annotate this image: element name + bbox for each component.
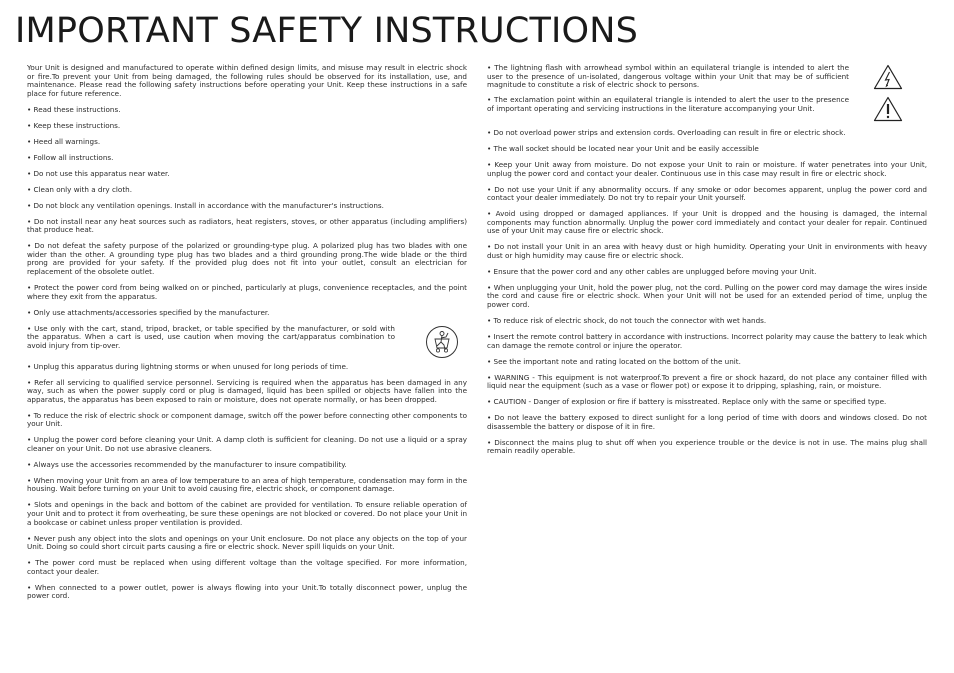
instruction-item: • Insert the remote control battery in accordance with instructions. Incorrect polarity may cause the battery to leak which can damage the remote control or injure the operator. — [487, 332, 927, 350]
instruction-item: • To reduce the risk of electric shock or component damage, switch off the power before connecting other components to your Unit. — [27, 410, 467, 429]
instruction-item: • CAUTION - Danger of explosion or fire if battery is misstreated. Replace only with the same or specified type. — [487, 397, 887, 407]
instruction-item: • Do not defeat the safety purpose of the polarized or grounding-type plug. A polarized plug has two blades with one wider than the other. A grounding type plug has two blades and a third grounding prong.The wide blade or the third prong are provided for your safety. If the provided plug does not fit into your outlet, consult an electrician for replacement of the obsolete outlet. — [27, 241, 467, 277]
instruction-item: • Do not install near any heat sources such as radiators, heat registers, stoves, or other apparatus (including amplifiers) that produce heat. — [27, 216, 467, 235]
instruction-item: • Disconnect the mains plug to shut off when you experience trouble or the device is not in use. The mains plug shall remain readily operable. — [487, 437, 927, 456]
instruction-item: • The wall socket should be located near your Unit and be easily accessible — [487, 143, 759, 153]
cart-tip-over-warning-icon — [425, 325, 467, 359]
cart-instruction — [27, 325, 467, 359]
instruction-item: • Clean only with a dry cloth. — [27, 184, 132, 194]
page-title: IMPORTANT SAFETY INSTRUCTIONS — [15, 11, 639, 51]
instruction-item: • Do not leave the battery exposed to direct sunlight for a long period of time with doors and windows closed. Do not disassemble the battery or dispose of it in fire. — [487, 413, 927, 431]
intro-paragraph: Your Unit is designed and manufactured to operate within defined design limits, and misuse may result in electric shock or fire.To prevent your Unit from being damaged, the following rules should be observed for its installation, use, and maintenance. Please read the following safety instructions before operating your Unit. Keep these instructions in a safe place for future reference. — [27, 63, 467, 98]
instruction-item: • Never push any object into the slots and openings on your Unit enclosure. Do not place any objects on the top of your Unit. Doing so could short circuit parts causing a fire or electric shock. Never spill liquids on your Unit. — [27, 533, 467, 552]
instruction-item: • When connected to a power outlet, power is always flowing into your Unit.To totally disconnect power, unplug the power cord. — [27, 582, 467, 601]
instruction-item: • See the important note and rating located on the bottom of the unit. — [487, 356, 741, 366]
cart-instruction-text: • Use only with the cart, stand, tripod, bracket, or table specified by the manufacturer, or sold with the apparatus. When a cart is used, use caution when moving the cart/apparatus combination to avoid injury from tip-over. — [27, 323, 395, 350]
instruction-item: • Refer all servicing to qualified service personnel. Servicing is required when the apparatus has been damaged in any way, such as when the power supply cord or plug is damaged, liquid has been spilled or objects have fallen into the apparatus, the apparatus has been exposed to rain or moisture, does not operate normally, or has been dropped. — [27, 377, 467, 404]
instruction-item: • When unplugging your Unit, hold the power plug, not the cord. Pulling on the power cord may damage the wires inside the cord and cause fire or electric shock. When your Unit will not be used for an extended period of time, unplug the power cord. — [487, 282, 927, 310]
instruction-item: • Keep these instructions. — [27, 120, 121, 130]
instruction-item: • Do not use your Unit if any abnormality occurs. If any smoke or odor becomes apparent, unplug the power cord and contact your dealer immediately. Do not try to repair your Unit yourself. — [487, 184, 927, 203]
instruction-item: • Read these instructions. — [27, 104, 121, 114]
exclamation-symbol-note — [487, 96, 927, 122]
instruction-item: • Do not use this apparatus near water. — [27, 168, 170, 178]
instruction-item: • Always use the accessories recommended by the manufacturer to insure compatibility. — [27, 459, 347, 469]
instruction-item: • Do not block any ventilation openings. Install in accordance with the manufacturer's instructions. — [27, 200, 384, 210]
instruction-item: • Follow all instructions. — [27, 152, 114, 162]
left-column — [27, 64, 467, 608]
instruction-item: • Do not install your Unit in an area with heavy dust or high humidity. Operating your Unit in environments with heavy dust or high humidity may cause fire or electric shock. — [487, 242, 927, 260]
instruction-item: • WARNING - This equipment is not waterproof.To prevent a fire or shock hazard, do not place any container filled with liquid near the equipment (such as a vase or flower pot) or expose it to dripping, splashing, rain, or moisture. — [487, 372, 927, 391]
instruction-item: • Unplug the power cord before cleaning your Unit. A damp cloth is sufficient for cleaning. Do not use a liquid or a spray cleaner on your Unit. Do not use abrasive cleaners. — [27, 435, 467, 453]
instruction-item: • To reduce risk of electric shock, do not touch the connector with wet hands. — [487, 316, 767, 326]
instruction-item: • Ensure that the power cord and any other cables are unplugged before moving your Unit. — [487, 266, 817, 276]
instruction-item: • When moving your Unit from an area of low temperature to an area of high temperature, condensation may form in the housing. Wait before turning on your Unit to avoid causing fire, electric shock, or component damage. — [27, 475, 467, 494]
instruction-item: • Keep your Unit away from moisture. Do not expose your Unit to rain or moisture. If water penetrates into your Unit, unplug the power cord and contact your dealer. Continuous use in this case may result in fire or electric shock. — [487, 159, 927, 178]
instruction-item: • Do not overload power strips and extension cords. Overloading can result in fire or electric shock. — [487, 128, 846, 137]
instruction-item: • The power cord must be replaced when using different voltage than the voltage specified. For more information, contact your dealer. — [27, 558, 467, 576]
lightning-symbol-text: • The lightning flash with arrowhead symbol within an equilateral triangle is intended to alert the user to the presence of un-isolated, dangerous voltage within your Unit that may be of sufficient magnitude to constitute a risk of electric shock to persons. — [487, 63, 849, 90]
instruction-item: • Avoid using dropped or damaged appliances. If your Unit is dropped and the housing is damaged, the internal components may function abnormally. Unplug the power cord immediately and contact your dealer for repair. Continued use of your Unit may cause fire or electric shock. — [487, 209, 927, 236]
exclamation-symbol-text: • The exclamation point within an equilateral triangle is intended to alert the user to the presence of important operating and servicing instructions in the literature accompanying your Unit. — [487, 95, 849, 113]
instruction-item: • Only use attachments/accessories specified by the manufacturer. — [27, 307, 270, 317]
instruction-item: • Unplug this apparatus during lightning storms or when unused for long periods of time. — [27, 361, 349, 371]
exclamation-triangle-icon — [873, 96, 927, 122]
instruction-item: • Slots and openings in the back and bottom of the cabinet are provided for ventilation. To ensure reliable operation of your Unit and to protect it from overheating, be sure these openings are not blocked or covered. Do not place your Unit in a bookcase or cabinet unless proper ventilation is provided. — [27, 500, 467, 527]
instruction-item: • Heed all warnings. — [27, 136, 101, 146]
lightning-triangle-icon — [873, 64, 927, 90]
right-column — [487, 64, 927, 463]
instruction-item: • Protect the power cord from being walked on or pinched, particularly at plugs, convenience receptacles, and the point where they exit from the apparatus. — [27, 283, 467, 301]
lightning-symbol-note — [487, 64, 927, 90]
